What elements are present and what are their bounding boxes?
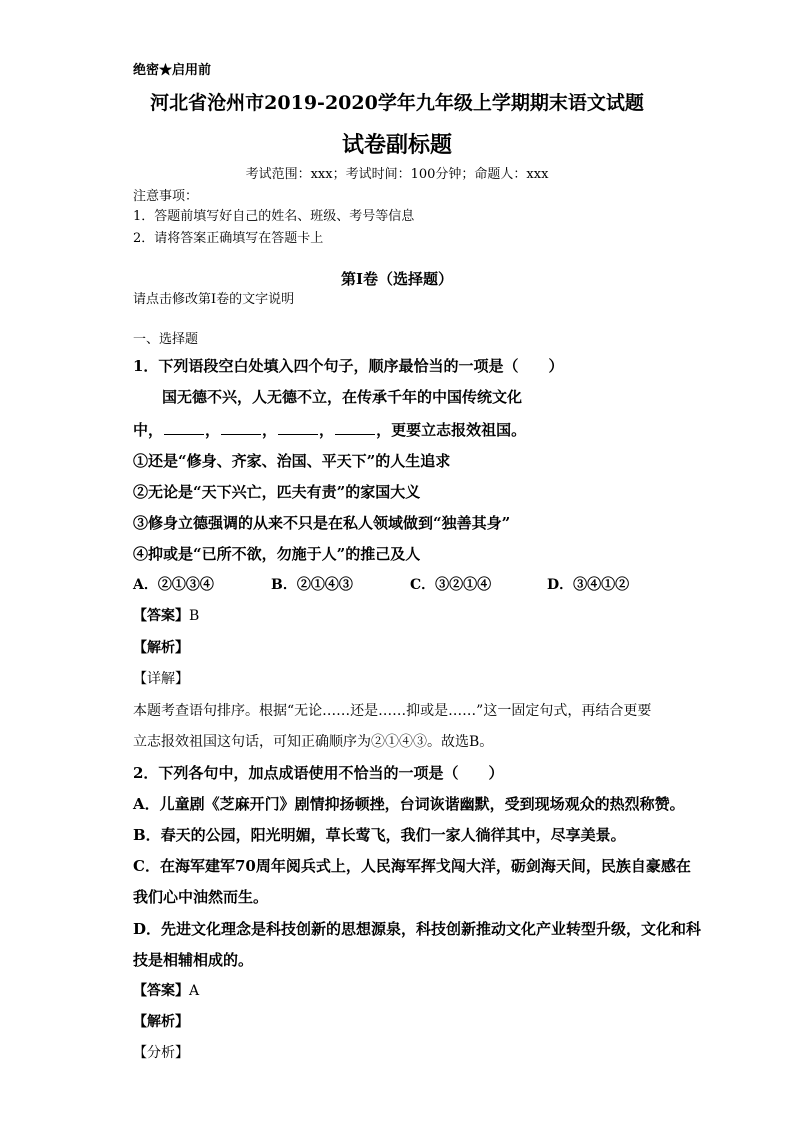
- exam-info: 考试范围：xxx；考试时间：100分钟；命题人：xxx: [245, 167, 549, 182]
- sep-3: ，: [319, 421, 335, 439]
- q1-sentence-3: ③修身立德强调的从来不只是在私人领域做到“独善其身”: [133, 514, 511, 532]
- fill-blank-3: [278, 422, 318, 435]
- sep-2: ，: [262, 421, 278, 439]
- note-item-2: 2．请将答案正确填写在答题卡上: [133, 231, 324, 246]
- q1-answer: [133, 609, 199, 623]
- exam-subtitle: 试卷副标题: [341, 132, 452, 158]
- q1-passage-line2-end: ，更要立志报效祖国。: [376, 421, 527, 439]
- q1-explanation-line1: 本题考查语句排序。根据“无论……还是……抑或是……”这一固定句式，再结合更要: [133, 703, 652, 719]
- q1-passage-line2-start: 中，: [133, 421, 164, 439]
- notes-heading: 注意事项：: [133, 189, 199, 204]
- q1-option-d: D．③④①②: [547, 577, 630, 593]
- q2-option-a: A．儿童剧《芝麻开门》剧情抑扬顿挫，台词诙谐幽默，受到现场观众的热烈称赞。: [133, 795, 685, 813]
- q1-option-c: C．③②①④: [410, 577, 492, 593]
- fill-blank-1: [164, 422, 204, 435]
- q1-passage-line2: [133, 422, 526, 438]
- q1-explanation-line2: 立志报效祖国这句话，可知正确顺序为②①④③。故选B。: [133, 734, 494, 750]
- q1-sentence-4: ④抑或是“已所不欲，勿施于人”的推己及人: [133, 545, 421, 563]
- q1-option-a: A．②①③④: [133, 577, 214, 593]
- fill-blank-4: [335, 422, 375, 435]
- q1-analysis-label: 【解析】: [133, 640, 189, 656]
- q2-answer-label: 【答案】: [133, 983, 189, 999]
- q2-option-b: B．春天的公园，阳光明媚，草长莺飞，我们一家人徜徉其中，尽享美景。: [133, 826, 626, 844]
- q2-fenxi-label: 【分析】: [133, 1045, 189, 1061]
- q2-answer-value: A: [189, 983, 200, 999]
- sep-1: ，: [205, 421, 221, 439]
- q1-answer-value: B: [189, 608, 200, 624]
- q1-answer-label: 【答案】: [133, 608, 189, 624]
- q2-option-c-line2: 我们心中油然而生。: [133, 888, 269, 906]
- q2-answer: [133, 984, 199, 998]
- q1-detail-label: 【详解】: [133, 671, 189, 687]
- q2-stem: 2．下列各句中，加点成语使用不恰当的一项是（ ）: [133, 764, 504, 782]
- q2-option-d-line1: D．先进文化理念是科技创新的思想源泉，科技创新推动文化产业转型升级，文化和科: [133, 920, 702, 938]
- fill-blank-2: [221, 422, 261, 435]
- q1-sentence-2: ②无论是“天下兴亡，匹夫有责”的家国大义: [133, 483, 421, 501]
- secret-mark: 绝密★启用前: [133, 63, 212, 78]
- note-item-1: 1．答题前填写好自己的姓名、班级、考号等信息: [133, 209, 415, 224]
- q2-option-c-line1: C．在海军建军70周年阅兵式上，人民海军挥戈闯大洋，砺剑海天间，民族自豪感在: [133, 857, 691, 875]
- q2-option-d-line2: 技是相辅相成的。: [133, 951, 254, 969]
- q1-stem: 1．下列语段空白处填入四个句子，顺序最恰当的一项是（ ）: [133, 357, 564, 375]
- q2-analysis-label: 【解析】: [133, 1014, 189, 1030]
- q1-passage-line1: 国无德不兴，人无德不立，在传承千年的中国传统文化: [162, 388, 523, 406]
- section-title: 第I卷（选择题）: [340, 270, 454, 288]
- part-heading: 一、选择题: [133, 332, 199, 347]
- q1-sentence-1: ①还是“修身、齐家、治国、平天下”的人生追求: [133, 452, 451, 470]
- exam-title: 河北省沧州市2019-2020学年九年级上学期期末语文试题: [150, 92, 644, 114]
- section-description: 请点击修改第I卷的文字说明: [133, 292, 295, 307]
- q1-option-b: B．②①④③: [271, 577, 353, 593]
